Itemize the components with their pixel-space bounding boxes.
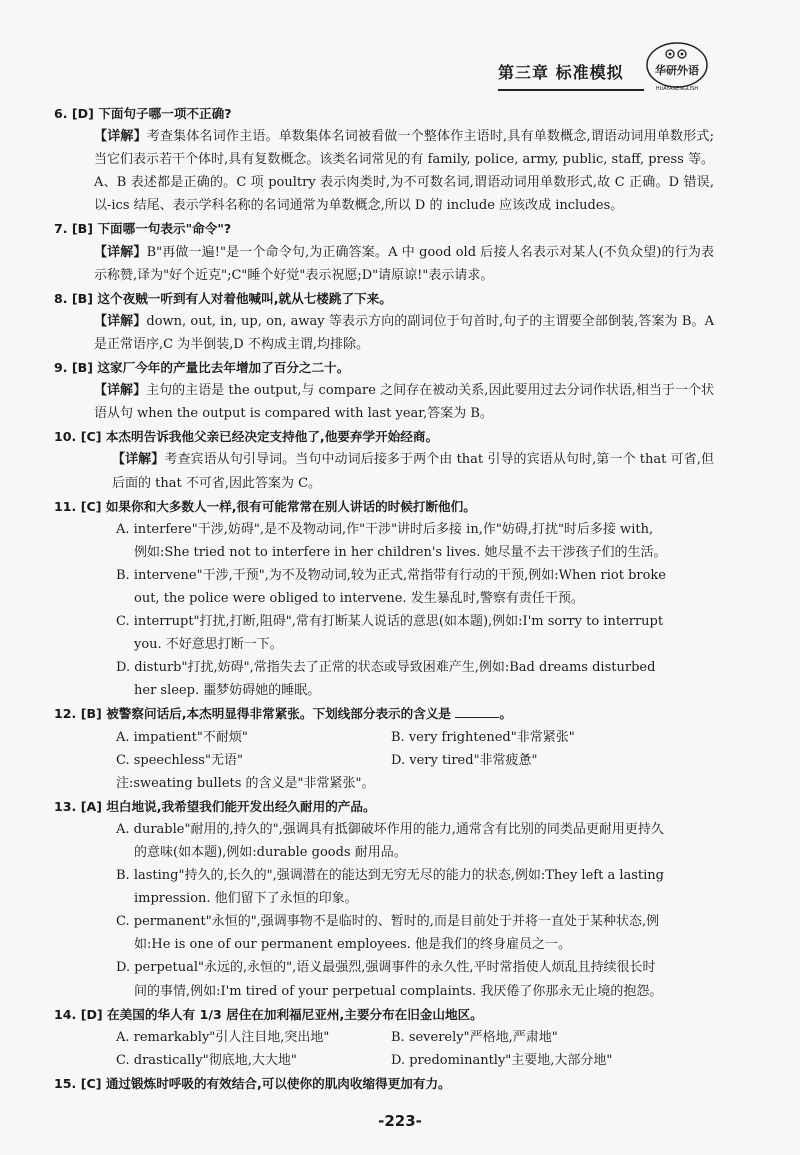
- option-14-d: D. predominantly"主要地,大部分地": [391, 1052, 613, 1068]
- question-8: 8. [B] 这个夜贼一听到有人对着他喊叫,就从七楼跳了下来。: [54, 290, 392, 306]
- explanation-text: down, out, in, up, on, away 等表示方向的副词位于句首时,句子的主谓要全部倒装,答案为 B。A 是正常语序,C 为半倒装,D 不构成主谓,均排除。: [94, 313, 714, 352]
- logo-subtext: HUAYANENGLISH: [655, 86, 699, 92]
- detail-label: 【详解】: [94, 129, 147, 145]
- explanation-text: 主句的主语是 the output,与 compare 之间存在被动关系,因此要用过去分词作状语,相当于一个状语从句 when the output is compared with last year,答案为 B。: [94, 383, 714, 422]
- option-12-b: B. very frightened"非常紧张": [391, 729, 575, 745]
- explanation-6: [54, 125, 714, 217]
- detail-label: 【详解】: [94, 383, 147, 399]
- options-14-row2: [54, 1049, 714, 1072]
- option-13-b: B. lasting"持久的,长久的",强调潜在的能达到无穷无尽的能力的状态,例如:They left a lasting impression. 他们留下了永恒的印象。: [116, 868, 664, 907]
- question-7: 7. [B] 下面哪一句表示"命令"?: [54, 221, 232, 237]
- explanation-text: 考查宾语从句引导词。当句中动词后接多于两个由 that 引导的宾语从句时,第一个 that 可省,但后面的 that 不可省,因此答案为 C。: [112, 452, 714, 491]
- explanation-7: [54, 241, 714, 287]
- question-12: 12. [B] 被警察问话后,本杰明显得非常紧张。下划线部分表示的含义是 。: [54, 706, 512, 722]
- option-11-c: C. interrupt"打扰,打断,阻碍",常有打断某人说话的意思(如本题),例如:I'm sorry to interrupt you. 不好意思打断一下。: [116, 614, 664, 653]
- option-14-b: B. severely"严格地,严肃地": [391, 1029, 558, 1045]
- note-12: 注:sweating bullets 的含义是"非常紧张"。: [116, 775, 375, 791]
- header-rule: [498, 89, 644, 91]
- answer-content: [54, 102, 714, 1095]
- question-10: 10. [C] 本杰明告诉我他父亲已经决定支持他了,他要弃学开始经商。: [54, 429, 439, 445]
- question-13: 13. [A] 坦白地说,我希望我们能开发出经久耐用的产品。: [54, 798, 376, 814]
- option-11-d: D. disturb"打扰,妨碍",常指失去了正常的状态或导致困难产生,例如:Bad dreams disturbed her sleep. 噩梦妨碍她的睡眠。: [116, 660, 656, 699]
- question-6: 6. [D] 下面句子哪一项不正确?: [54, 106, 232, 121]
- chapter-title: 第三章 标准模拟: [498, 63, 624, 82]
- detail-label: 【详解】: [112, 452, 165, 468]
- option-13-c: C. permanent"永恒的",强调事物不是临时的、暂时的,而是目前处于并将一直处于某种状态,例 如:He is one of our permanent employees. 他是我们的终身雇员之一。: [116, 914, 660, 953]
- option-12-a: A. impatient"不耐烦": [116, 729, 248, 745]
- page-header: [498, 38, 723, 96]
- options-12-row1: [54, 726, 714, 749]
- question-11: 11. [C] 如果你和大多数人一样,很有可能常常在别人讲话的时候打断他们。: [54, 498, 476, 514]
- option-11-a: A. interfere"干涉,妨碍",是不及物动词,作"干涉"讲时后多接 in,作"妨碍,打扰"时后多接 with, 例如:She tried not to interfere in her children's lives. 她尽量不去干涉孩子们的生活。: [116, 521, 667, 560]
- detail-label: 【详解】: [94, 244, 147, 260]
- option-14-c: C. drastically"彻底地,大大地": [116, 1052, 297, 1068]
- explanation-10: [54, 448, 714, 494]
- option-11-b: B. intervene"干涉,干预",为不及物动词,较为正式,常指带有行动的干预,例如:When riot broke out, the police were obliged to intervene. 发生暴乱时,警察有责任干预。: [116, 567, 667, 606]
- explanation-text: 考查集体名词作主语。单数集体名词被看做一个整体作主语时,具有单数概念,谓语动词用单数形式;当它们表示若干个体时,具有复数概念。该类名词常见的有 family, police, army, public, staff, press 等。A、B 表述都是正确的。C 项 poultry 表示肉类时,为不可数名词,谓语动词用单数形式,故 C 正确。D 错误,以-ics 结尾、表示学科名称的名词通常为单数概念,所以 D 的 include 应该改成 includes。: [94, 129, 714, 214]
- option-12-c: C. speechless"无语": [116, 752, 243, 768]
- option-13-d: D. perpetual"永远的,永恒的",语义最强烈,强调事件的永久性,平时常指使人烦乱且持续很长时 间的事情,例如:I'm tired of your perpetual complaints. 我厌倦了你那永无止境的抱怨。: [116, 960, 663, 999]
- question-14: 14. [D] 在美国的华人有 1/3 居住在加利福尼亚州,主要分布在旧金山地区。: [54, 1006, 483, 1022]
- logo-text: 华研外语: [655, 64, 699, 77]
- page-number: -223-: [378, 1112, 422, 1130]
- explanation-text: B"再做一遍!"是一个命令句,为正确答案。A 中 good old 后接人名表示对某人(不负众望)的行为表示称赞,译为"好个近克";C"睡个好觉"表示祝愿;D"请原谅!"表示请求。: [94, 244, 714, 283]
- option-13-a: A. durable"耐用的,持久的",强调具有抵御破坏作用的能力,通常含有比别的同类品更耐用更持久 的意味(如本题),例如:durable goods 耐用品。: [116, 821, 664, 860]
- answer-blank: [455, 705, 499, 718]
- detail-label: 【详解】: [94, 313, 147, 329]
- options-14-row1: [54, 1026, 714, 1049]
- explanation-8: [54, 310, 714, 356]
- option-12-d: D. very tired"非常疲惫": [391, 752, 538, 768]
- explanation-9: [54, 379, 714, 425]
- question-15: 15. [C] 通过锻炼时呼吸的有效结合,可以使你的肌肉收缩得更加有力。: [54, 1075, 451, 1091]
- option-14-a: A. remarkably"引人注目地,突出地": [116, 1029, 330, 1045]
- options-12-row2: [54, 749, 714, 772]
- question-9: 9. [B] 这家厂今年的产量比去年增加了百分之二十。: [54, 360, 350, 376]
- publisher-logo: [640, 38, 714, 96]
